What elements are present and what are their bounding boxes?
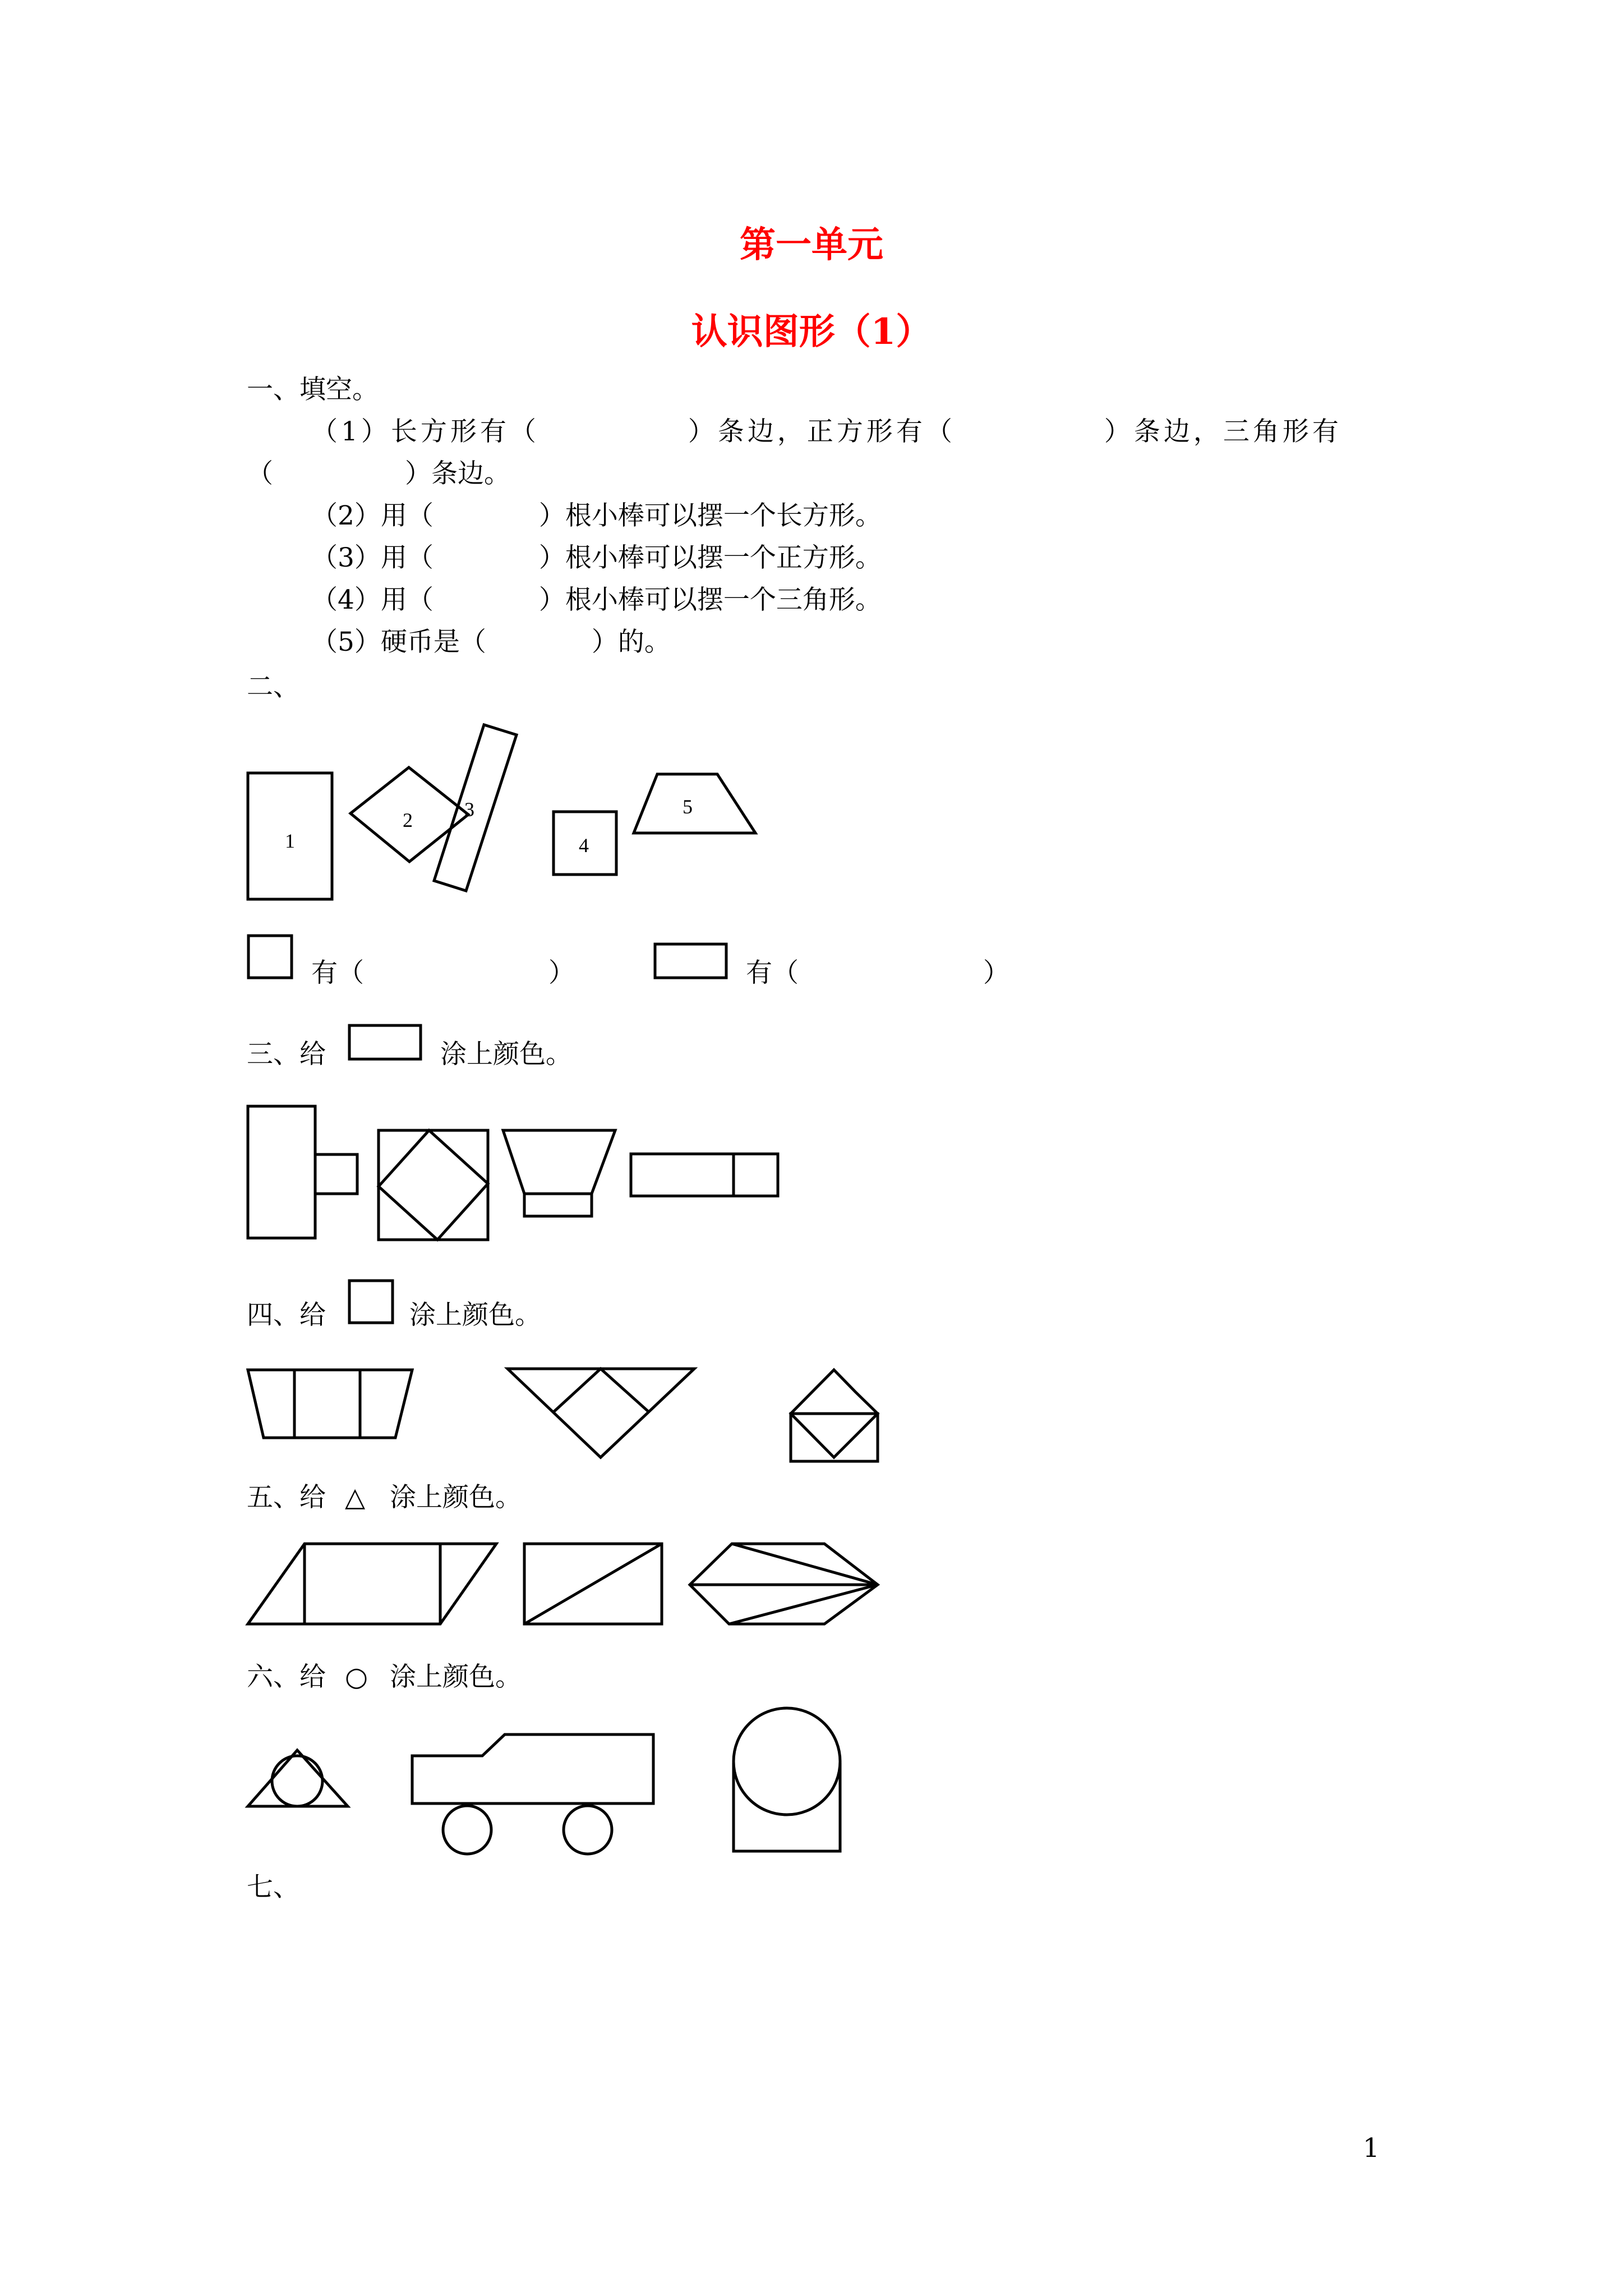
circle-icon: ○ xyxy=(345,1662,368,1692)
rectangle-icon xyxy=(348,1024,423,1063)
square-icon xyxy=(247,934,294,982)
shape-5-label: 5 xyxy=(683,795,693,818)
section-5-prefix: 五、给 xyxy=(247,1482,326,1513)
square-icon xyxy=(348,1279,395,1327)
circle-coloring-figure xyxy=(241,1700,864,1857)
triangle-coloring-figure xyxy=(241,1531,897,1632)
shape-2-label: 2 xyxy=(403,809,413,831)
question-2: （2）用（ ）根小棒可以摆一个长方形。 xyxy=(311,500,882,531)
question-1-line-2: （ ）条边。 xyxy=(247,458,510,489)
section-3-suffix: 涂上颜色。 xyxy=(440,1039,572,1070)
triangle-icon: △ xyxy=(345,1482,366,1513)
shape-1-label: 1 xyxy=(285,830,295,852)
shape-5-trapezoid xyxy=(634,774,755,833)
square-answer: 有（ ） xyxy=(311,958,575,988)
square-coloring-figure xyxy=(241,1358,892,1470)
inverted-triangle-shape xyxy=(508,1369,694,1457)
parallelogram-shape xyxy=(248,1544,496,1624)
house-shape xyxy=(791,1370,878,1461)
trapezoid-with-squares-shape xyxy=(248,1370,412,1438)
section-6-prefix: 六、给 xyxy=(247,1662,326,1692)
hexagon-shape xyxy=(690,1544,878,1624)
section-6-suffix: 涂上颜色。 xyxy=(390,1662,522,1692)
question-4: （4）用（ ）根小棒可以摆一个三角形。 xyxy=(311,585,882,615)
section-7-heading: 七、 xyxy=(247,1872,299,1903)
rectangle-answer: 有（ ） xyxy=(746,958,1009,988)
rectangle-with-diagonal-shape xyxy=(524,1544,662,1624)
page-number: 1 xyxy=(1363,2133,1380,2164)
rectangle-coloring-figure xyxy=(241,1099,791,1245)
rectangle-icon xyxy=(653,942,729,981)
hammer-shape xyxy=(248,1106,357,1238)
shape-3-rectangle xyxy=(434,725,517,891)
long-rectangle-shape xyxy=(631,1154,778,1196)
shape-3-label: 3 xyxy=(464,798,474,821)
circle-on-stand-shape xyxy=(734,1708,840,1851)
triangle-with-circle-shape xyxy=(248,1750,348,1806)
question-3: （3）用（ ）根小棒可以摆一个正方形。 xyxy=(311,542,882,573)
section-4-prefix: 四、给 xyxy=(247,1300,326,1331)
section-2-heading: 二、 xyxy=(247,671,299,702)
section-5-suffix: 涂上颜色。 xyxy=(390,1482,522,1513)
question-5: （5）硬币是（ ）的。 xyxy=(311,627,671,657)
page-title: 第一单元 xyxy=(740,224,883,266)
square-with-diamond-shape xyxy=(379,1130,488,1240)
numbered-shapes-figure xyxy=(241,718,763,914)
lesson-title: 认识图形（1） xyxy=(691,311,932,353)
bucket-shape xyxy=(503,1130,615,1216)
question-1-line-1: （1）长方形有（ ）条边，正方形有（ ）条边，三角形有 xyxy=(311,416,1342,447)
shape-4-label: 4 xyxy=(579,834,589,857)
section-1-heading: 一、填空。 xyxy=(247,374,379,405)
section-3-prefix: 三、给 xyxy=(247,1039,326,1070)
car-shape xyxy=(412,1734,653,1854)
section-4-suffix: 涂上颜色。 xyxy=(409,1300,541,1331)
